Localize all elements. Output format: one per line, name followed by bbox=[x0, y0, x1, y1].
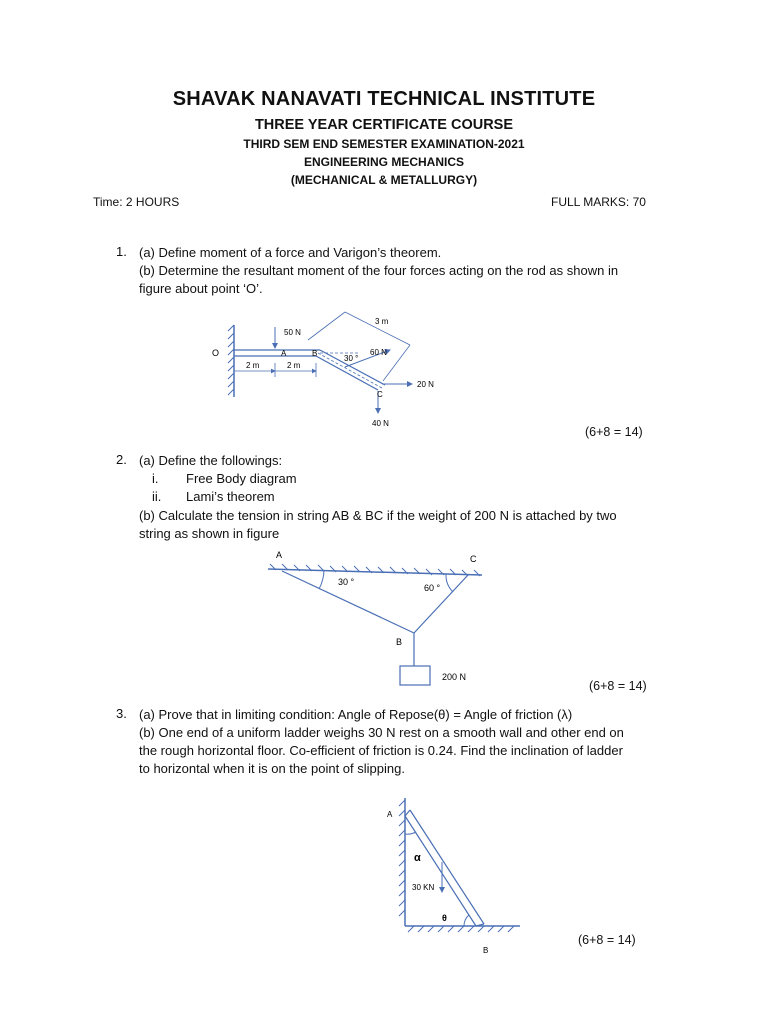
subitem-text: Lami’s theorem bbox=[186, 489, 275, 504]
ladder-edge bbox=[410, 810, 484, 924]
question-line: string as shown in figure bbox=[139, 526, 280, 541]
label-c: C bbox=[377, 390, 383, 399]
subitem-text: Free Body diagram bbox=[186, 471, 297, 486]
marks-label: (6+8 = 14) bbox=[589, 679, 647, 693]
institute-name: SHAVAK NANAVATI TECHNICAL INSTITUTE bbox=[172, 88, 596, 110]
question-line: (a) Define moment of a force and Varigon’s theorem. bbox=[139, 245, 442, 260]
label-a: A bbox=[276, 550, 283, 560]
label-b: B bbox=[483, 946, 489, 955]
course-title: THREE YEAR CERTIFICATE COURSE bbox=[254, 117, 514, 133]
label-weight-200n: 200 N bbox=[442, 672, 467, 682]
question-number: 2. bbox=[116, 452, 127, 467]
label-force-40n: 40 N bbox=[372, 419, 389, 428]
string-bc bbox=[414, 575, 468, 633]
question-line: figure about point ‘O’. bbox=[139, 281, 263, 296]
question-2b-text bbox=[139, 507, 699, 543]
figure-rod-forces bbox=[200, 305, 450, 435]
full-marks-info: FULL MARKS: 70 bbox=[551, 195, 646, 209]
question-2-text bbox=[139, 452, 699, 470]
label-o: O bbox=[212, 348, 220, 358]
question-line: the rough horizontal floor. Co-efficient of friction is 0.24. Find the inclination of ladder bbox=[139, 743, 623, 758]
floor-hatch bbox=[408, 926, 514, 932]
label-a: A bbox=[387, 810, 393, 819]
exam-title: THIRD SEM END SEMESTER EXAMINATION-2021 bbox=[243, 137, 525, 151]
question-number: 3. bbox=[116, 706, 127, 721]
wall-hatch bbox=[399, 800, 405, 916]
label-length-2m: 2 m bbox=[246, 361, 260, 370]
marks-label: (6+8 = 14) bbox=[578, 933, 636, 947]
question-line: (b) Determine the resultant moment of the four forces acting on the rod as shown in bbox=[139, 263, 619, 278]
dimension-line bbox=[308, 312, 345, 340]
figure-ladder bbox=[378, 790, 528, 960]
question-line: (a) Define the followings: bbox=[139, 453, 283, 468]
label-a: A bbox=[281, 349, 287, 358]
label-force-50n: 50 N bbox=[284, 328, 301, 337]
subitem-number: ii. bbox=[152, 489, 162, 504]
question-line: (b) Calculate the tension in string AB & BC if the weight of 200 N is attached by two bbox=[139, 508, 617, 523]
label-theta: θ bbox=[442, 913, 447, 923]
label-length-3m: 3 m bbox=[375, 317, 389, 326]
dimension-line bbox=[383, 345, 410, 381]
ceiling-line bbox=[268, 569, 482, 575]
angle-arc-60 bbox=[446, 574, 453, 592]
label-force-20n: 20 N bbox=[417, 380, 434, 389]
label-alpha: α bbox=[414, 852, 421, 864]
label-angle-30: 30 ° bbox=[338, 577, 355, 587]
angle-arc-alpha bbox=[405, 832, 416, 834]
question-number: 1. bbox=[116, 244, 127, 259]
question-1-text bbox=[139, 244, 699, 298]
label-angle-30: 30 ° bbox=[344, 354, 359, 363]
time-info: Time: 2 HOURS bbox=[93, 195, 180, 209]
label-c: C bbox=[470, 554, 477, 564]
label-weight-30kn: 30 KN bbox=[412, 883, 435, 892]
marks-label: (6+8 = 14) bbox=[585, 425, 643, 439]
question-line: (b) One end of a uniform ladder weighs 30 N rest on a smooth wall and other end on bbox=[139, 725, 624, 740]
weight-box bbox=[400, 666, 430, 685]
wall-hatch bbox=[228, 325, 234, 395]
label-b: B bbox=[312, 349, 318, 358]
label-length-2m: 2 m bbox=[287, 361, 301, 370]
question-line: to horizontal when it is on the point of slipping. bbox=[139, 761, 405, 776]
subject-title: ENGINEERING MECHANICS bbox=[303, 155, 464, 169]
question-line: (a) Prove that in limiting condition: Angle of Repose(θ) = Angle of friction (λ) bbox=[139, 707, 573, 722]
label-force-60n: 60 N bbox=[370, 348, 387, 357]
subitem-number: i. bbox=[152, 471, 159, 486]
question-3-text bbox=[139, 706, 719, 778]
angle-arc-30 bbox=[319, 570, 324, 589]
angle-arc-theta bbox=[464, 915, 469, 926]
label-angle-60: 60 ° bbox=[424, 583, 441, 593]
figure-string-weight bbox=[260, 545, 500, 690]
branch-title: (MECHANICAL & METALLURGY) bbox=[290, 173, 478, 187]
label-b: B bbox=[396, 637, 403, 647]
